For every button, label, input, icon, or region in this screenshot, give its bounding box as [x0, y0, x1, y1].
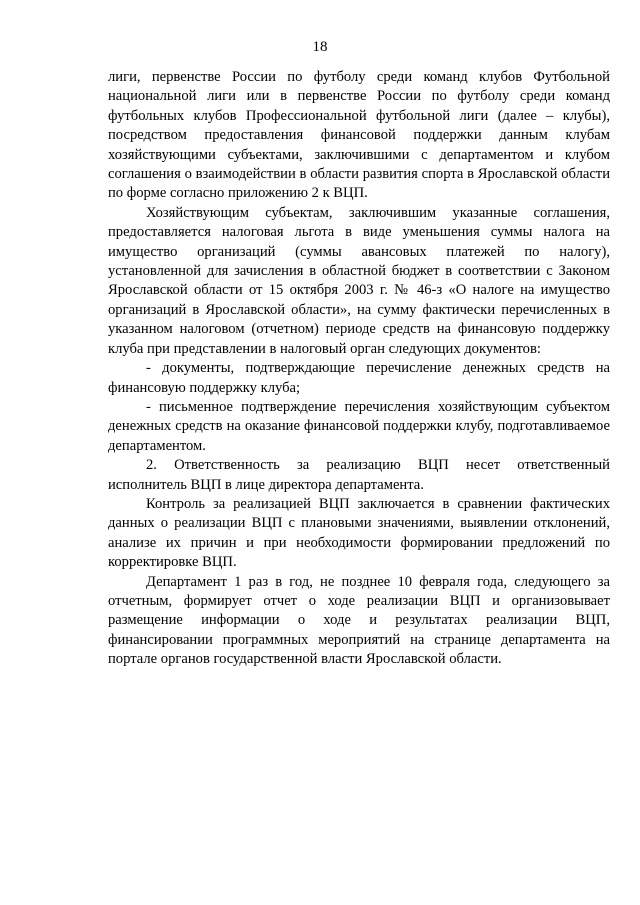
list-item-documents: - документы, подтверждающие перечисление денежных средств на финансовую поддержку клуба; [108, 360, 610, 396]
paragraph-control: Контроль за реализацией ВЦП заключается в сравнении фактических данных о реализации ВЦП с плановыми значениями, выявлении отклонений, анализе их причин и при необходимости формировании предложений по корректировке ВЦП. [108, 495, 610, 571]
paragraph-tax-benefit: Хозяйствующим субъектам, заключившим указанные соглашения, предоставляется налоговая льгота в виде уменьшения суммы налога на имущество организаций (суммы авансовых платежей по налогу), установленной для зачисления в областной бюджет в соответствии с Законом Ярославской области от 15 октября 2003 г. № 46-з «О налоге на имущество организаций в Ярославской области», на сумму фактически перечисленных в указанном налоговом (отчетном) периоде средств на финансовую поддержку клуба при представлении в налоговый орган следующих документов: [108, 204, 610, 357]
page-number: 18 [312, 39, 328, 55]
list-item-written-confirmation: - письменное подтверждение перечисления хозяйствующим субъектом денежных средств на оказание финансовой поддержки клубу, подготавливаемое департаментом. [108, 398, 610, 454]
paragraph-continuation: лиги, первенстве России по футболу среди команд клубов Футбольной национальной лиги или в первенстве России по футболу среди команд футбольных клубов Профессиональной футбольной лиги (далее – клубы), посредством предоставления финансовой поддержки данным клубам хозяйствующими субъектами, заключившими с департаментом и клубом соглашения о взаимодействии в области развития спорта в Ярославской области по форме согласно приложению 2 к ВЦП. [108, 69, 610, 202]
paragraph-annual-report: Департамент 1 раз в год, не позднее 10 февраля года, следующего за отчетным, формирует отчет о ходе реализации ВЦП и организовывает размещение информации о ходе и результатах реализации ВЦП, финансировании программных мероприятий на странице департамента на портале органов государственной власти Ярославской области. [108, 573, 610, 668]
document-body [108, 68, 610, 670]
paragraph-responsibility: 2. Ответственность за реализацию ВЦП несет ответственный исполнитель ВЦП в лице директора департамента. [108, 457, 610, 493]
